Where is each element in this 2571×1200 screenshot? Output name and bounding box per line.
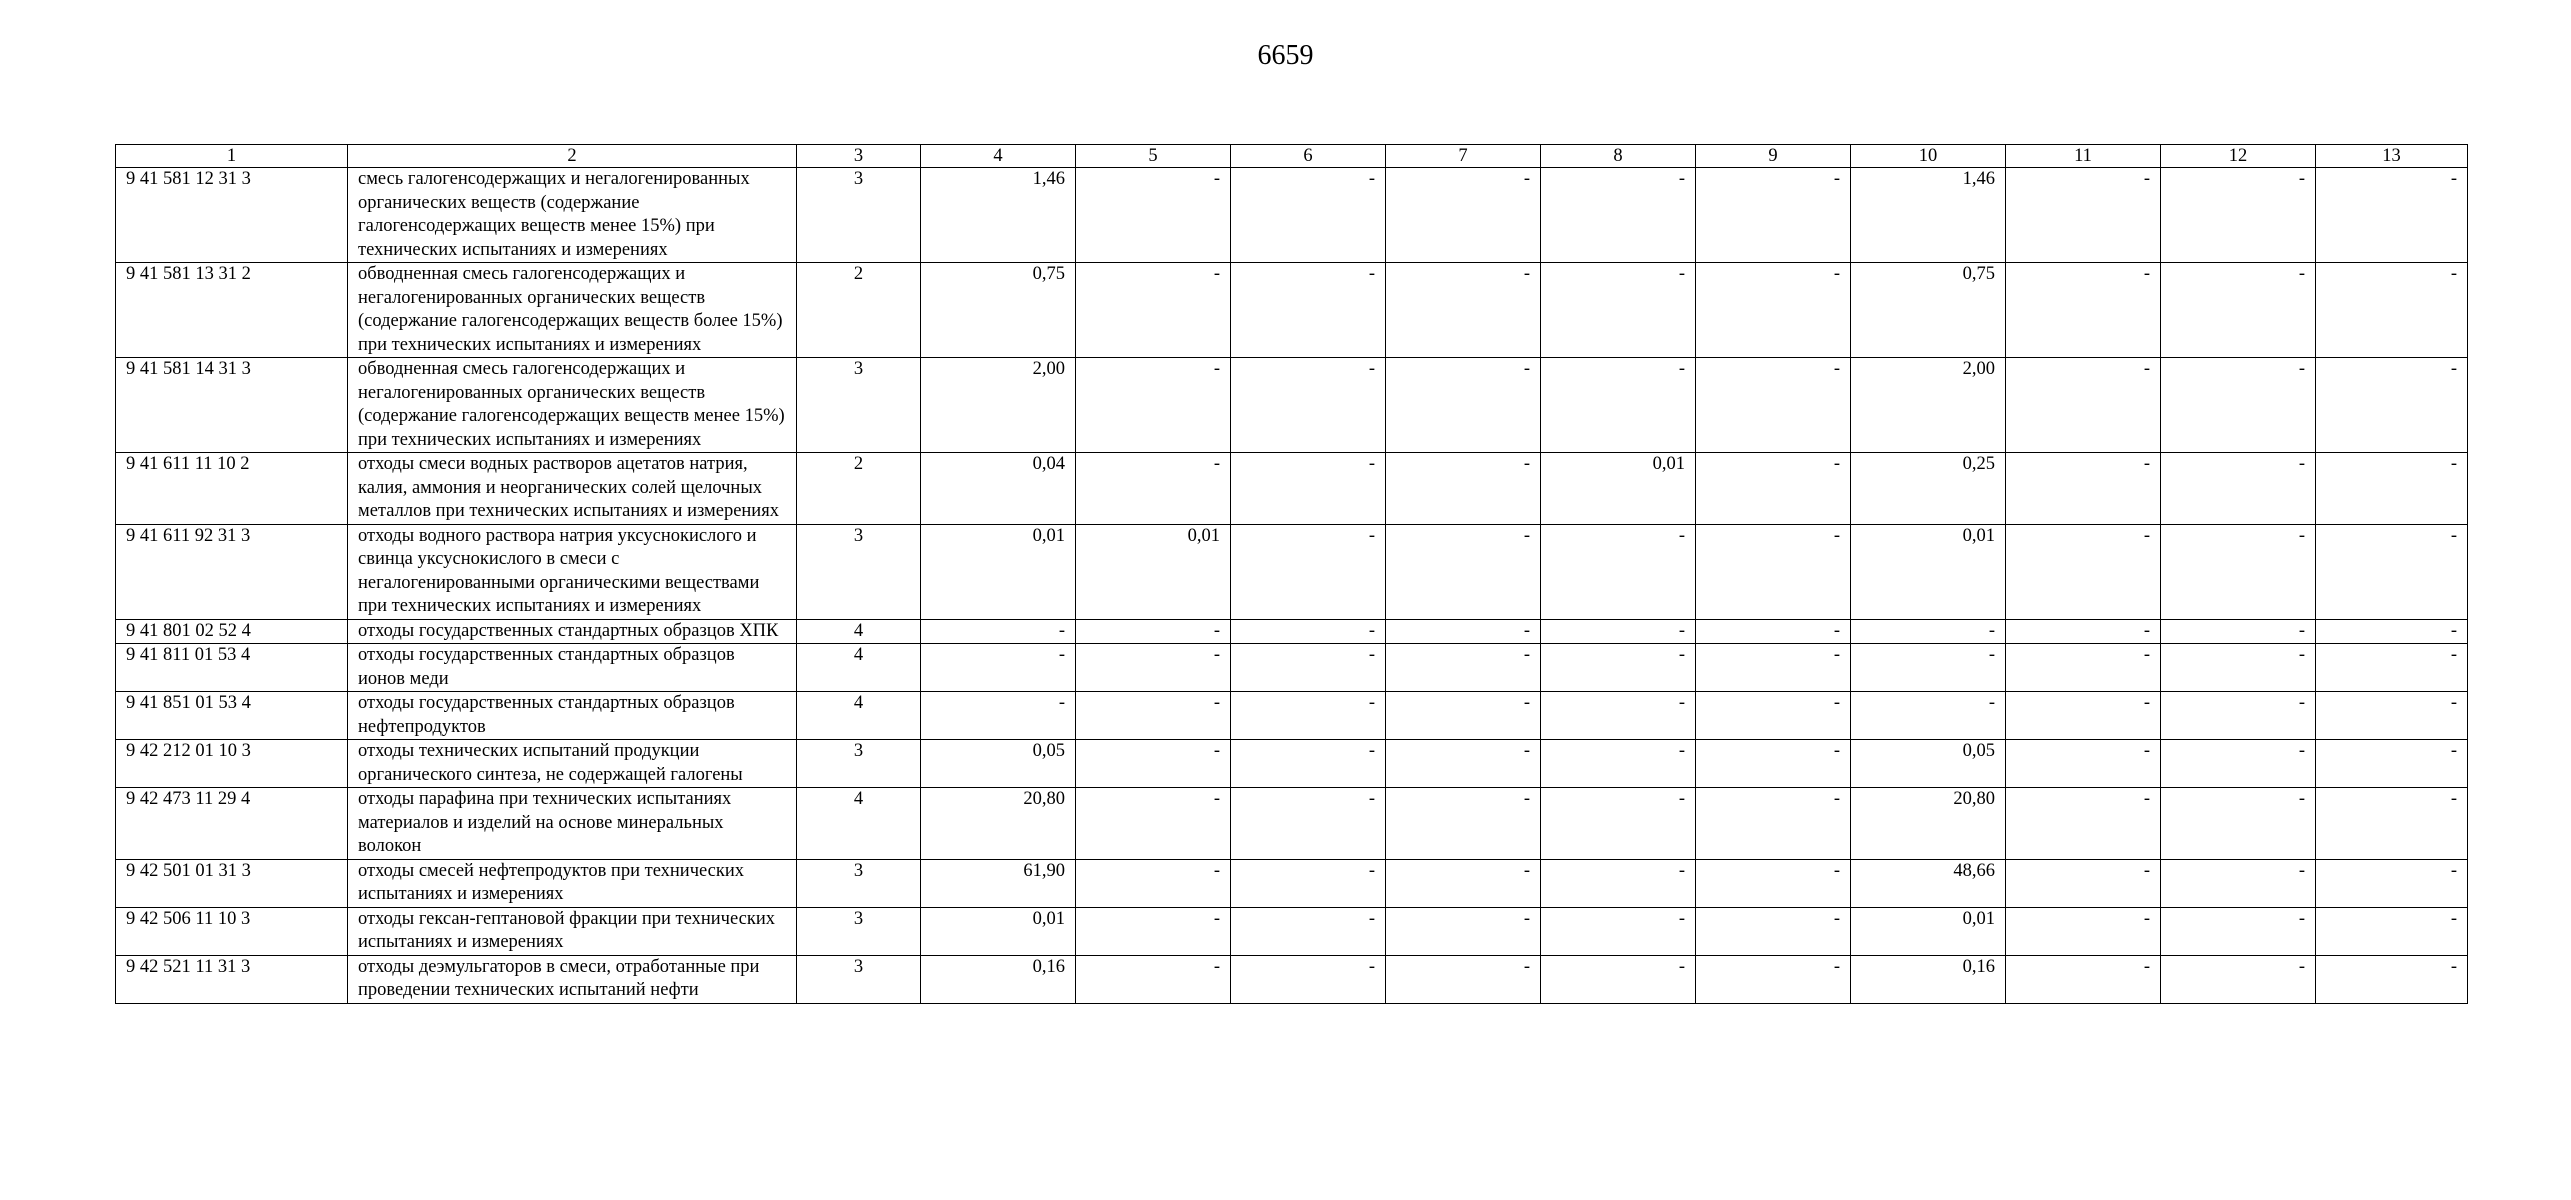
- waste-name-cell: обводненная смесь галогенсодержащих и негалогенированных органических веществ (содержание галогенсодержащих веществ более 15%) при технических испытаниях и измерениях: [348, 263, 797, 358]
- value-cell: -: [1386, 740, 1541, 788]
- value-cell: -: [1231, 692, 1386, 740]
- waste-code-cell: 9 41 581 12 31 3: [116, 168, 348, 263]
- waste-code-cell: 9 41 851 01 53 4: [116, 692, 348, 740]
- value-cell: -: [2161, 788, 2316, 860]
- value-cell: -: [2006, 644, 2161, 692]
- value-cell: -: [1696, 168, 1851, 263]
- value-cell: -: [1541, 358, 1696, 453]
- hazard-class-cell: 3: [797, 358, 921, 453]
- value-cell: -: [2006, 168, 2161, 263]
- waste-name-cell: отходы деэмульгаторов в смеси, отработанные при проведении технических испытаний нефти: [348, 955, 797, 1003]
- value-cell: 0,01: [1541, 453, 1696, 525]
- value-cell: 0,04: [921, 453, 1076, 525]
- waste-name-cell: отходы государственных стандартных образцов ХПК: [348, 619, 797, 644]
- value-cell: -: [1541, 619, 1696, 644]
- value-cell: 61,90: [921, 859, 1076, 907]
- table-row: [116, 524, 2468, 619]
- table-row: [116, 740, 2468, 788]
- value-cell: -: [1541, 740, 1696, 788]
- value-cell: -: [1231, 859, 1386, 907]
- value-cell: -: [1231, 358, 1386, 453]
- value-cell: -: [1696, 524, 1851, 619]
- column-header: 2: [348, 145, 797, 168]
- hazard-class-cell: 3: [797, 740, 921, 788]
- value-cell: -: [2316, 168, 2468, 263]
- waste-table: [115, 144, 2468, 1004]
- value-cell: -: [1231, 263, 1386, 358]
- value-cell: -: [1541, 907, 1696, 955]
- value-cell: -: [2161, 358, 2316, 453]
- waste-name-cell: отходы парафина при технических испытаниях материалов и изделий на основе минеральных волокон: [348, 788, 797, 860]
- table-row: [116, 907, 2468, 955]
- value-cell: 2,00: [921, 358, 1076, 453]
- value-cell: -: [2316, 453, 2468, 525]
- value-cell: -: [2161, 453, 2316, 525]
- value-cell: -: [2161, 619, 2316, 644]
- value-cell: -: [1386, 644, 1541, 692]
- value-cell: 0,05: [1851, 740, 2006, 788]
- value-cell: -: [1231, 788, 1386, 860]
- waste-code-cell: 9 42 212 01 10 3: [116, 740, 348, 788]
- value-cell: -: [1231, 740, 1386, 788]
- value-cell: -: [2006, 740, 2161, 788]
- value-cell: -: [1386, 907, 1541, 955]
- hazard-class-cell: 4: [797, 644, 921, 692]
- value-cell: -: [1076, 907, 1231, 955]
- waste-code-cell: 9 41 611 11 10 2: [116, 453, 348, 525]
- value-cell: -: [2316, 619, 2468, 644]
- value-cell: -: [1851, 644, 2006, 692]
- value-cell: -: [2316, 788, 2468, 860]
- value-cell: 0,16: [921, 955, 1076, 1003]
- value-cell: -: [1696, 907, 1851, 955]
- hazard-class-cell: 4: [797, 788, 921, 860]
- value-cell: -: [2161, 740, 2316, 788]
- page-number: 6659: [1257, 40, 1314, 71]
- hazard-class-cell: 2: [797, 263, 921, 358]
- value-cell: -: [2316, 692, 2468, 740]
- value-cell: -: [1696, 859, 1851, 907]
- value-cell: -: [1541, 955, 1696, 1003]
- value-cell: -: [2161, 692, 2316, 740]
- column-header: 11: [2006, 145, 2161, 168]
- waste-name-cell: смесь галогенсодержащих и негалогенированных органических веществ (содержание галогенсодержащих веществ менее 15%) при технических испытаниях и измерениях: [348, 168, 797, 263]
- waste-name-cell: отходы водного раствора натрия уксуснокислого и свинца уксуснокислого в смеси с негалогенированными органическими веществами при технических испытаниях и измерениях: [348, 524, 797, 619]
- hazard-class-cell: 2: [797, 453, 921, 525]
- column-header: 9: [1696, 145, 1851, 168]
- value-cell: 0,25: [1851, 453, 2006, 525]
- value-cell: 0,01: [1851, 524, 2006, 619]
- table-row: [116, 644, 2468, 692]
- value-cell: -: [1076, 168, 1231, 263]
- hazard-class-cell: 3: [797, 907, 921, 955]
- waste-code-cell: 9 42 473 11 29 4: [116, 788, 348, 860]
- value-cell: -: [2006, 788, 2161, 860]
- table-row: [116, 453, 2468, 525]
- value-cell: -: [1696, 263, 1851, 358]
- value-cell: -: [1076, 740, 1231, 788]
- value-cell: 20,80: [1851, 788, 2006, 860]
- waste-name-cell: отходы государственных стандартных образцов ионов меди: [348, 644, 797, 692]
- hazard-class-cell: 4: [797, 692, 921, 740]
- waste-code-cell: 9 42 501 01 31 3: [116, 859, 348, 907]
- value-cell: -: [921, 692, 1076, 740]
- value-cell: -: [1696, 692, 1851, 740]
- waste-code-cell: 9 41 581 14 31 3: [116, 358, 348, 453]
- value-cell: -: [1386, 955, 1541, 1003]
- waste-code-cell: 9 41 581 13 31 2: [116, 263, 348, 358]
- value-cell: 0,16: [1851, 955, 2006, 1003]
- value-cell: -: [2006, 692, 2161, 740]
- value-cell: 1,46: [921, 168, 1076, 263]
- value-cell: -: [1386, 619, 1541, 644]
- waste-name-cell: отходы гексан-гептановой фракции при технических испытаниях и измерениях: [348, 907, 797, 955]
- value-cell: -: [2006, 619, 2161, 644]
- column-number-row: [116, 145, 2468, 168]
- value-cell: -: [2316, 907, 2468, 955]
- value-cell: -: [1386, 859, 1541, 907]
- value-cell: -: [1076, 692, 1231, 740]
- table-row: [116, 788, 2468, 860]
- waste-name-cell: отходы смесей нефтепродуктов при технических испытаниях и измерениях: [348, 859, 797, 907]
- value-cell: -: [1696, 619, 1851, 644]
- hazard-class-cell: 4: [797, 619, 921, 644]
- value-cell: -: [1231, 524, 1386, 619]
- value-cell: -: [1076, 859, 1231, 907]
- value-cell: -: [1541, 692, 1696, 740]
- value-cell: -: [1541, 788, 1696, 860]
- value-cell: -: [2316, 859, 2468, 907]
- value-cell: 0,05: [921, 740, 1076, 788]
- column-header: 5: [1076, 145, 1231, 168]
- table-row: [116, 358, 2468, 453]
- column-header: 6: [1231, 145, 1386, 168]
- value-cell: -: [2316, 524, 2468, 619]
- value-cell: -: [2161, 859, 2316, 907]
- value-cell: 0,01: [921, 907, 1076, 955]
- waste-name-cell: отходы государственных стандартных образцов нефтепродуктов: [348, 692, 797, 740]
- value-cell: -: [1076, 788, 1231, 860]
- value-cell: -: [2161, 907, 2316, 955]
- column-header: 7: [1386, 145, 1541, 168]
- column-header: 13: [2316, 145, 2468, 168]
- hazard-class-cell: 3: [797, 168, 921, 263]
- value-cell: -: [2006, 263, 2161, 358]
- value-cell: 0,75: [1851, 263, 2006, 358]
- value-cell: -: [1541, 859, 1696, 907]
- value-cell: -: [2161, 644, 2316, 692]
- value-cell: -: [1696, 644, 1851, 692]
- value-cell: -: [1076, 619, 1231, 644]
- value-cell: -: [1231, 453, 1386, 525]
- value-cell: -: [1851, 619, 2006, 644]
- value-cell: -: [1541, 168, 1696, 263]
- value-cell: -: [1386, 524, 1541, 619]
- value-cell: -: [2161, 524, 2316, 619]
- column-header: 1: [116, 145, 348, 168]
- column-header: 12: [2161, 145, 2316, 168]
- value-cell: -: [1541, 644, 1696, 692]
- value-cell: -: [921, 644, 1076, 692]
- table-row: [116, 692, 2468, 740]
- value-cell: -: [2006, 955, 2161, 1003]
- value-cell: -: [1386, 453, 1541, 525]
- value-cell: 20,80: [921, 788, 1076, 860]
- table-row: [116, 168, 2468, 263]
- value-cell: -: [1231, 168, 1386, 263]
- value-cell: 0,75: [921, 263, 1076, 358]
- value-cell: -: [1076, 955, 1231, 1003]
- waste-code-cell: 9 42 521 11 31 3: [116, 955, 348, 1003]
- waste-code-cell: 9 41 801 02 52 4: [116, 619, 348, 644]
- value-cell: 48,66: [1851, 859, 2006, 907]
- value-cell: -: [921, 619, 1076, 644]
- value-cell: -: [1696, 453, 1851, 525]
- value-cell: 0,01: [1076, 524, 1231, 619]
- value-cell: -: [1231, 644, 1386, 692]
- value-cell: -: [1386, 692, 1541, 740]
- value-cell: -: [1696, 358, 1851, 453]
- value-cell: -: [2316, 955, 2468, 1003]
- value-cell: -: [2161, 168, 2316, 263]
- table-row: [116, 955, 2468, 1003]
- table-row: [116, 859, 2468, 907]
- column-header: 3: [797, 145, 921, 168]
- hazard-class-cell: 3: [797, 524, 921, 619]
- waste-code-cell: 9 41 811 01 53 4: [116, 644, 348, 692]
- value-cell: -: [2006, 859, 2161, 907]
- value-cell: -: [1851, 692, 2006, 740]
- value-cell: -: [2316, 263, 2468, 358]
- value-cell: -: [1231, 907, 1386, 955]
- value-cell: -: [1076, 453, 1231, 525]
- value-cell: -: [2161, 263, 2316, 358]
- value-cell: -: [1231, 955, 1386, 1003]
- value-cell: -: [2316, 644, 2468, 692]
- value-cell: -: [2006, 907, 2161, 955]
- value-cell: 0,01: [921, 524, 1076, 619]
- waste-name-cell: отходы технических испытаний продукции органического синтеза, не содержащей галогены: [348, 740, 797, 788]
- value-cell: -: [1386, 263, 1541, 358]
- value-cell: -: [1696, 955, 1851, 1003]
- value-cell: -: [1076, 644, 1231, 692]
- value-cell: -: [2006, 524, 2161, 619]
- value-cell: -: [2006, 453, 2161, 525]
- value-cell: -: [1696, 740, 1851, 788]
- value-cell: 2,00: [1851, 358, 2006, 453]
- value-cell: -: [1696, 788, 1851, 860]
- value-cell: -: [2316, 740, 2468, 788]
- hazard-class-cell: 3: [797, 955, 921, 1003]
- value-cell: -: [1386, 168, 1541, 263]
- waste-name-cell: обводненная смесь галогенсодержащих и негалогенированных органических веществ (содержание галогенсодержащих веществ менее 15%) при технических испытаниях и измерениях: [348, 358, 797, 453]
- waste-name-cell: отходы смеси водных растворов ацетатов натрия, калия, аммония и неорганических солей щелочных металлов при технических испытаниях и измерениях: [348, 453, 797, 525]
- table-body: [116, 168, 2468, 1004]
- value-cell: -: [1541, 524, 1696, 619]
- value-cell: -: [1076, 358, 1231, 453]
- value-cell: -: [2006, 358, 2161, 453]
- value-cell: -: [1541, 263, 1696, 358]
- waste-code-cell: 9 41 611 92 31 3: [116, 524, 348, 619]
- table-row: [116, 619, 2468, 644]
- column-header: 4: [921, 145, 1076, 168]
- value-cell: -: [2161, 955, 2316, 1003]
- hazard-class-cell: 3: [797, 859, 921, 907]
- value-cell: 0,01: [1851, 907, 2006, 955]
- column-header: 8: [1541, 145, 1696, 168]
- column-header: 10: [1851, 145, 2006, 168]
- value-cell: -: [1386, 788, 1541, 860]
- value-cell: 1,46: [1851, 168, 2006, 263]
- value-cell: -: [1386, 358, 1541, 453]
- table-row: [116, 263, 2468, 358]
- value-cell: -: [1076, 263, 1231, 358]
- value-cell: -: [2316, 358, 2468, 453]
- value-cell: -: [1231, 619, 1386, 644]
- waste-code-cell: 9 42 506 11 10 3: [116, 907, 348, 955]
